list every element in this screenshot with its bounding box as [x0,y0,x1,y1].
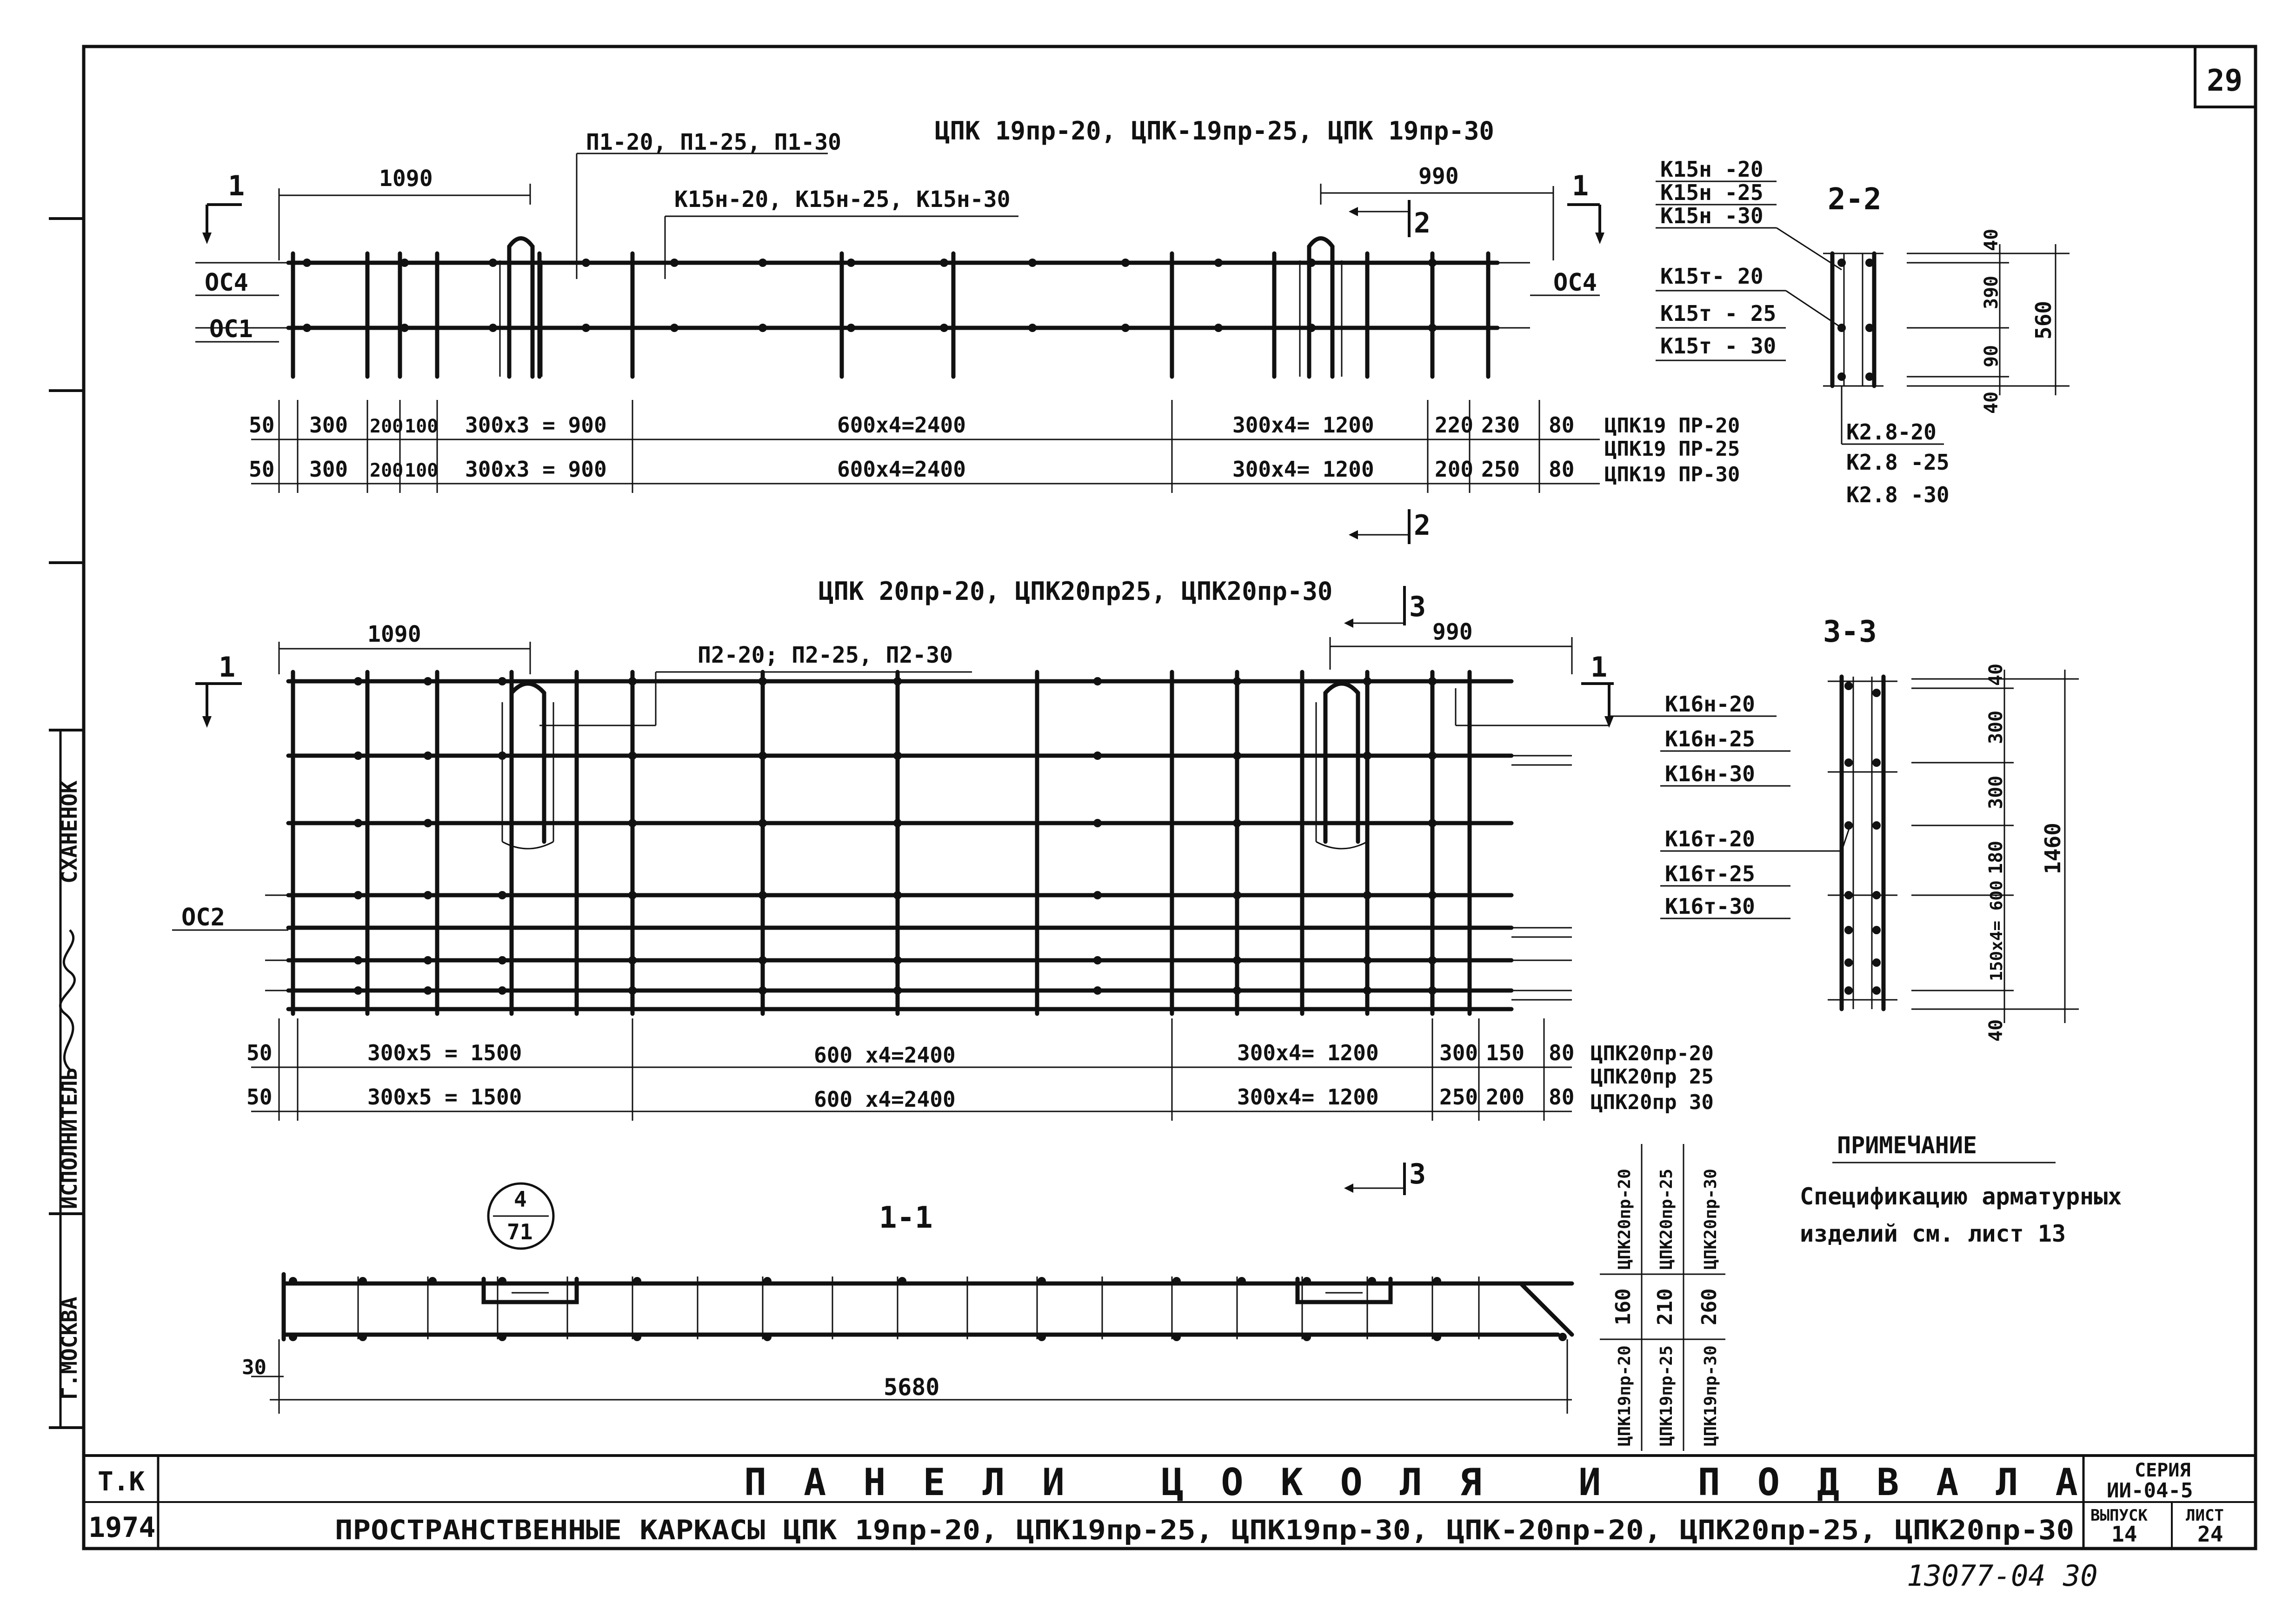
section11-lower-1: ЦПК19пр-25 [1657,1345,1676,1446]
frame2-sec3-bottom: 3 [1409,1158,1426,1190]
frame1-section-markers [202,170,1604,544]
tb-series-label: СЕРИЯ [2135,1460,2191,1481]
tb-year: 1974 [88,1511,156,1544]
section11-lower-0: ЦПК19пр-20 [1615,1345,1634,1446]
section11-title: 1-1 [879,1201,933,1235]
frame1-r1-7: 220 [1435,412,1474,438]
frame1-sec1-right: 1 [1572,170,1589,202]
section22-total: 560 [2031,300,2056,339]
section11-lower-2: ЦПК19пр-30 [1701,1345,1720,1446]
frame2-dim-rows [246,1018,1714,1121]
section22-dim-1: 390 [1981,275,2002,309]
frame2-mesh-t-20: К16т-20 [1665,826,1755,851]
frame1-r2-1: 300 [309,457,348,482]
section22-mesh-t-20: К15т- 20 [1660,264,1764,289]
callout-top: 4 [514,1187,527,1212]
frame1-sec2-bottom: 2 [1414,509,1431,542]
frame2-r1-5: 150 [1486,1040,1525,1065]
section33-dim-5: 40 [1985,1019,2007,1042]
frame2-r1-2: 600 x4=2400 [814,1043,956,1068]
frame2-r1-1: 300x5 = 1500 [367,1040,522,1065]
signature [60,930,74,1070]
section11-height-1: 210 [1653,1288,1677,1325]
frame2-r2-0: 50 [246,1084,273,1110]
section11-stirrups [358,1277,1479,1339]
frame2-loop-left [512,684,544,842]
section22-mesh-t-25: К15т - 25 [1660,301,1777,326]
section11-offset: 30 [242,1356,266,1379]
note-title: ПРИМЕЧАНИЕ [1837,1132,1977,1159]
section-1-1 [242,1144,1725,1451]
section33-dim-4: 150x4= 600 [1987,880,2006,981]
frame2-r1-4: 300 [1439,1040,1478,1065]
section33-dim-1: 300 [1985,710,2007,744]
frame1-r2-0: 50 [249,457,275,482]
frame1-r2-label-25: ЦПК19 ПР-25 [1604,437,1740,461]
frame1-r2-2: 200 [370,460,404,481]
section33-dim-0: 40 [1985,663,2007,686]
middle-title: ЦПК 20пр-20, ЦПК20пр25, ЦПК20пр-30 [819,577,1333,606]
section22-mesh-n-25: К15н -25 [1660,180,1764,205]
section22-dim-3: 40 [1981,391,2002,414]
frame1-mesh-label: К15н-20, К15н-25, К15н-30 [674,186,1011,213]
section11-upper-2: ЦПК20пр-30 [1701,1169,1720,1270]
section22-mesh-n-20: К15н -20 [1660,157,1764,182]
note-line1: Спецификацию арматурных [1800,1183,2122,1210]
frame2-mesh-n-25: К16н-25 [1665,726,1755,751]
footer-stamp: 13077-04 30 [1907,1559,2098,1593]
note-block [1800,1132,2122,1247]
drawing-frame [49,47,2256,1549]
section11-dots [289,1277,1567,1341]
callout-bottom: 71 [507,1219,533,1244]
section22-dim-0: 40 [1981,228,2002,251]
frame1-r2-4: 300x3 = 900 [465,457,607,482]
left-strip-city: Г.МОСКВА [57,1297,82,1400]
frame2-r1-7: ЦПК20пр-20 [1591,1042,1714,1065]
frame2-loop-right [1325,684,1358,842]
frame1-sec1-left: 1 [228,170,245,202]
frame1-oc4-left: ОС4 [205,269,248,297]
frame2-r2-label-30: ЦПК20пр 30 [1591,1090,1714,1114]
frame2-mesh-n-20: К16н-20 [1665,691,1755,717]
section33-dim-2: 300 [1985,775,2007,809]
left-strip-role: ИСПОЛНИТЕЛЬ [57,1067,82,1209]
tb-title: ПАНЕЛИ ЦОКОЛЯ И ПОДВАЛА [744,1461,2115,1504]
section11-upper-1: ЦПК20пр-25 [1657,1169,1676,1270]
frame1-r1-8: 230 [1481,412,1520,438]
frame1-dim-left: 1090 [379,166,433,192]
section11-height-2: 260 [1697,1288,1721,1325]
frame2-mesh-labels [1660,691,1851,919]
sheet-number: 29 [2207,64,2243,98]
frame1-r2-5: 600x4=2400 [837,457,966,482]
sheet-number-box [2195,47,2256,107]
frame2-mesh-t-25: К16т-25 [1665,861,1755,886]
section22-mesh-k-30: К2.8 -30 [1846,482,1950,507]
frame2-stirrups [293,672,1470,1014]
frame2-r2-2: 600 x4=2400 [814,1087,956,1112]
frame1-dots [303,259,1437,332]
frame2-sec1-left: 1 [219,651,236,684]
frame1-loops-label: П1-20, П1-25, П1-30 [586,129,842,155]
frame1-r1-5: 600x4=2400 [837,412,966,438]
section22-mesh-n-30: К15н -30 [1660,203,1764,228]
frame1-r2-3: 100 [405,460,439,481]
top-title: ЦПК 19пр-20, ЦПК-19пр-25, ЦПК 19пр-30 [935,116,1494,146]
frame2-sec1-right: 1 [1591,651,1608,684]
frame2-elevation [265,672,1777,1014]
frame1-r2-9: 80 [1549,457,1575,482]
frame1-r1-1: 300 [309,412,348,438]
section11-length: 5680 [884,1374,940,1401]
frame2-oc2: ОС2 [181,904,225,931]
frame2-r1-0: 50 [246,1040,273,1065]
frame1-r2-8: 250 [1481,457,1520,482]
tb-subtitle: ПРОСТРАНСТВЕННЫЕ КАРКАСЫ ЦПК 19пр-20, ЦПК19пр-25, ЦПК19пр-30, ЦПК-20пр-20, ЦПК20пр-25, ЦПК20пр-30 [335,1514,2074,1546]
frame1-r2-6: 300x4= 1200 [1232,457,1374,482]
section22-dim-2: 90 [1981,345,2002,367]
tb-issue-value: 14 [2111,1522,2137,1547]
frame1-r1-10: ЦПК19 ПР-20 [1604,414,1740,438]
frame2-r2-3: 300x4= 1200 [1237,1084,1379,1110]
note-line2: изделий см. лист 13 [1800,1220,2066,1247]
tb-sheet-label: ЛИСТ [2186,1506,2224,1525]
frame1-r1-0: 50 [249,412,275,438]
section-3-3 [1823,615,2079,1042]
frame1-r1-9: 80 [1549,412,1575,438]
tb-tk: Т.К [98,1467,145,1497]
section33-dim-3: 180 [1985,840,2007,874]
frame2-loops-label: П2-20; П2-25, П2-30 [698,642,953,668]
frame2-r2-1: 300x5 = 1500 [367,1084,522,1110]
tb-sheet-value: 24 [2197,1522,2223,1547]
left-strip-surname: СХАНЕНОК [57,780,82,884]
section11-height-table [1600,1144,1725,1451]
frame2-dim-right: 990 [1432,619,1473,645]
frame1-r2-label-30: ЦПК19 ПР-30 [1604,463,1740,486]
frame2-r2-label-25: ЦПК20пр 25 [1591,1065,1714,1089]
section22-mesh-k-20: К2.8-20 [1846,419,1937,445]
frame1-dim-rows [249,400,1740,493]
frame1-loop-left [509,239,532,377]
section33-title: 3-3 [1823,615,1877,649]
frame2-r2-4: 250 [1439,1084,1478,1110]
frame2-r2-5: 200 [1486,1084,1525,1110]
section11-upper-0: ЦПК20пр-20 [1615,1169,1634,1270]
title-block [84,1456,2256,1549]
frame1-r1-6: 300x4= 1200 [1232,412,1374,438]
frame2-mesh-n-30: К16н-30 [1665,761,1755,786]
frame2-mesh-t-30: К16т-30 [1665,894,1755,919]
tb-series-value: ИИ-04-5 [2107,1479,2193,1503]
frame1-r1-4: 300x3 = 900 [465,412,607,438]
tb-issue-label: ВЫПУСК [2090,1506,2148,1525]
section22-title: 2-2 [1828,182,1882,217]
frame1-dim-right: 990 [1418,163,1459,189]
section33-total: 1460 [2040,823,2065,874]
frame2-r1-3: 300x4= 1200 [1237,1040,1379,1065]
frame2-sec3-top: 3 [1409,591,1426,623]
frame2-r1-6: 80 [1549,1040,1575,1065]
frame1-oc1: ОС1 [209,315,253,343]
frame2-r2-6: 80 [1549,1084,1575,1110]
frame1-oc4-right: ОС4 [1553,269,1597,297]
frame1-r1-2: 200 [370,416,404,437]
section22-mesh-k-25: К2.8 -25 [1846,450,1950,475]
frame2-dim-left: 1090 [367,621,421,647]
frame1-sec2-top: 2 [1414,207,1431,239]
left-strip [57,780,82,1400]
section11-height-0: 160 [1611,1288,1635,1325]
frame1-r1-3: 100 [405,416,439,437]
frame1-r2-7: 200 [1435,457,1474,482]
frame2-dots [354,677,1437,995]
section22-mesh-t-30: К15т - 30 [1660,333,1777,359]
